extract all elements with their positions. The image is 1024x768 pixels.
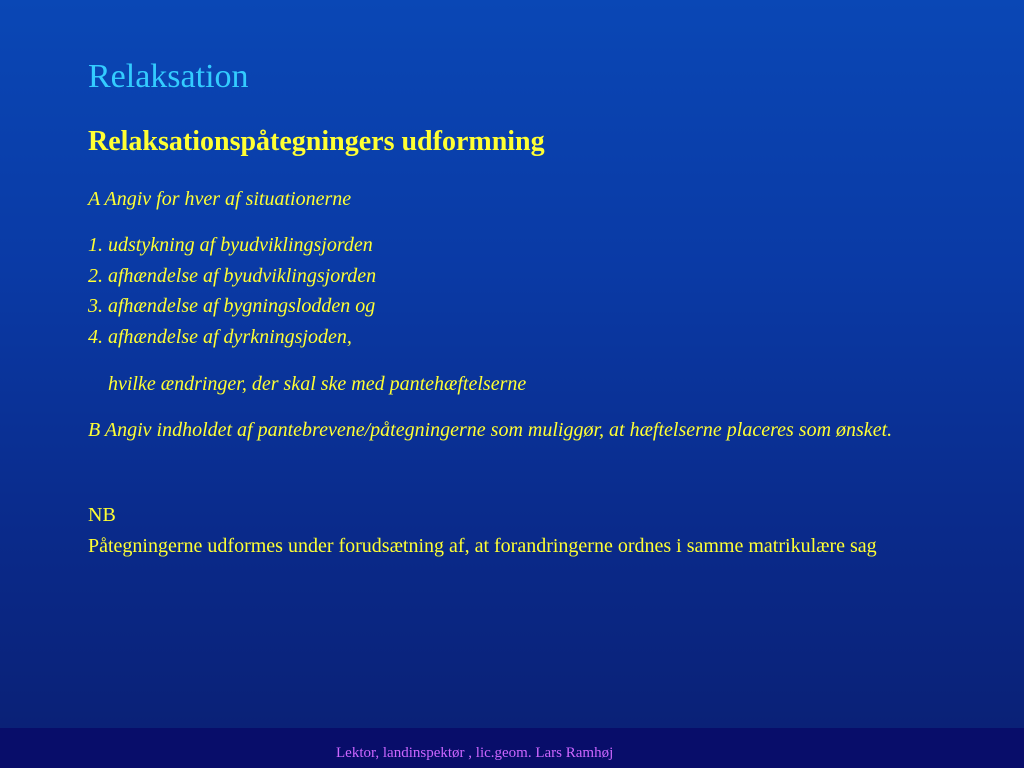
list-item: 1. udstykning af byudviklingsjorden (88, 234, 373, 256)
list-item: 2. afhændelse af byudviklingsjorden (88, 264, 377, 287)
section-a-heading: A Angiv for hver af situationerne (88, 188, 352, 210)
situation-list (88, 230, 376, 352)
list-item: 3. afhændelse af bygningslodden og (88, 295, 376, 317)
indented-line: hvilke ændringer, der skal ske med pantehæftelserne (108, 373, 527, 395)
nb-label: NB (88, 504, 116, 526)
list-item: 4. afhændelse af dyrkningsjoden, (88, 325, 352, 348)
section-b-text: B Angiv indholdet af pantebrevene/påtegningerne som muliggør, at hæftelserne placeres som ønsket. (88, 419, 893, 441)
nb-text: Påtegningerne udformes under forudsætning af, at forandringerne ordnes i samme matrikulære sag (88, 534, 877, 557)
slide-subtitle: Relaksationspåtegningers udformning (88, 126, 545, 157)
footer-text: Lektor, landinspektør , lic.geom. Lars Ramhøj (336, 745, 614, 761)
slide-title: Relaksation (88, 58, 249, 95)
nb-block (88, 500, 948, 561)
